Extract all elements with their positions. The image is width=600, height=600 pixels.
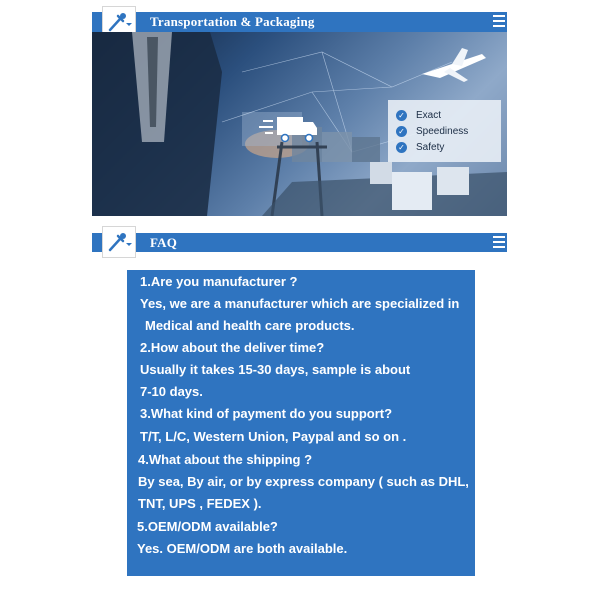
feature-label: Safety — [416, 141, 445, 153]
feature-item-exact — [396, 108, 441, 122]
transport-section-header — [92, 12, 507, 32]
faq-section-title: FAQ — [150, 235, 178, 250]
hamburger-menu-icon[interactable] — [493, 236, 505, 250]
faq-answer: 7-10 days. — [140, 384, 203, 399]
faq-question: 3.What kind of payment do you support? — [140, 406, 393, 421]
hamburger-menu-icon[interactable] — [493, 15, 505, 29]
feature-label: Exact — [416, 109, 442, 121]
faq-answer: Medical and health care products. — [145, 318, 355, 333]
feature-item-safety — [396, 140, 444, 154]
faq-answer: Usually it takes 15-30 days, sample is about — [140, 362, 411, 377]
faq-answer: TNT, UPS , FEDEX ). — [138, 496, 262, 511]
faq-answer: By sea, By air, or by express company ( such as DHL, — [138, 474, 469, 489]
feature-label: Speediness — [416, 125, 469, 137]
check-circle-icon: ✓ — [396, 142, 407, 153]
faq-question: 5.OEM/ODM available? — [137, 519, 278, 534]
faq-answer: Yes, we are a manufacturer which are specialized in — [140, 296, 460, 311]
faq-content-box — [127, 270, 475, 576]
airplane-icon — [422, 48, 486, 82]
check-circle-icon: ✓ — [396, 126, 407, 137]
feature-item-speediness — [396, 124, 468, 138]
feature-panel — [388, 100, 501, 162]
check-circle-icon: ✓ — [396, 110, 407, 121]
faq-question: 1.Are you manufacturer ? — [140, 274, 298, 289]
faq-answer: T/T, L/C, Western Union, Paypal and so on . — [140, 429, 407, 444]
transport-section-title: Transportation & Packaging — [150, 14, 315, 29]
dropper-icon — [102, 226, 136, 258]
faq-question: 2.How about the deliver time? — [140, 340, 325, 355]
faq-answer: Yes. OEM/ODM are both available. — [137, 541, 348, 556]
faq-question: 4.What about the shipping ? — [138, 452, 313, 467]
transport-banner-image — [92, 32, 507, 216]
faq-section-header — [92, 233, 507, 252]
